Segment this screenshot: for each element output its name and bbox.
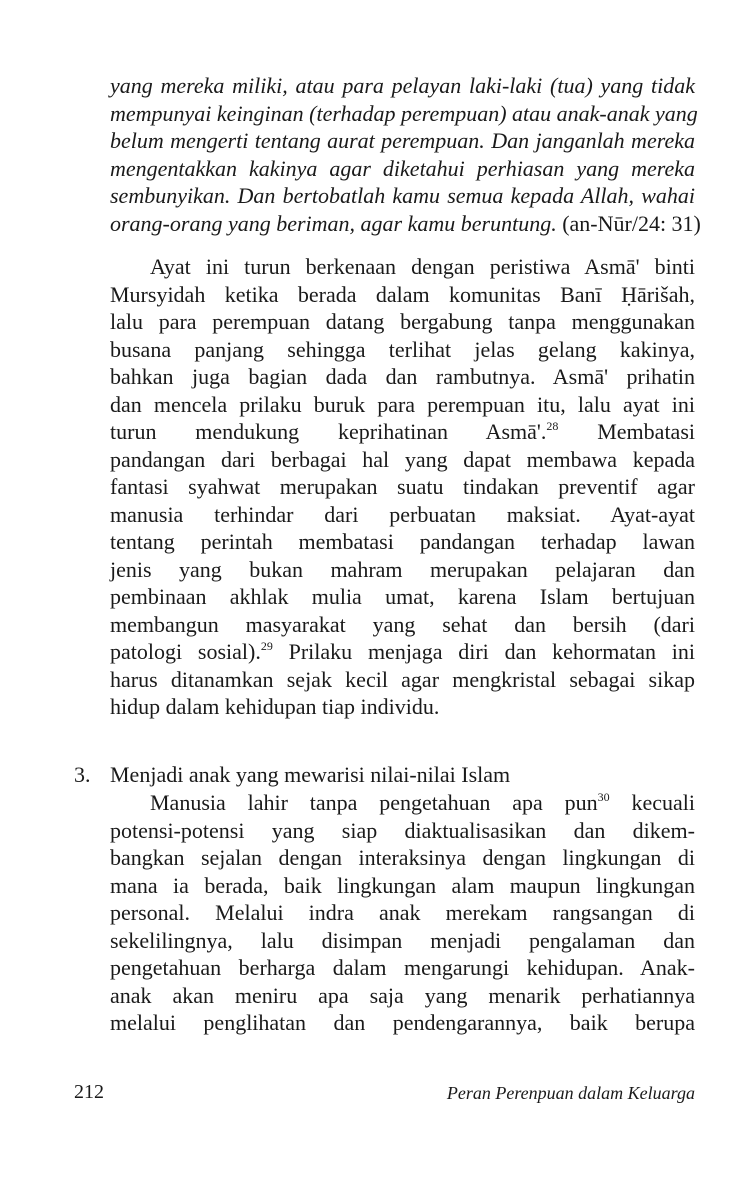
paragraph-line-with-footnote [110, 789, 695, 817]
quote-line: sembunyikan. Dan bertobatlah kamu semua kepada Allah, wahai [110, 183, 695, 208]
quote-last-text: orang-orang yang beriman, agar kamu beruntung. [110, 210, 557, 236]
paragraph-line: bangkan sejalan dengan interaksinya dengan lingkungan di [110, 845, 695, 870]
paragraph-line-with-footnote [110, 638, 695, 666]
line-text: Manusia lahir tanpa pengetahuan apa pun [150, 790, 598, 815]
paragraph-line: mana ia berada, baik lingkungan alam maupun lingkungan [110, 872, 695, 898]
paragraph-line: dan mencela prilaku buruk para perempuan itu, lalu ayat ini [110, 391, 695, 417]
quote-reference: (an-Nūr/24: 31) [562, 210, 701, 236]
paragraph-1 [110, 253, 695, 721]
paragraph-line: pembinaan akhlak mulia umat, karena Islam bertujuan [110, 584, 695, 609]
paragraph-line: manusia terhindar dari perbuatan maksiat. Ayat-ayat [110, 501, 695, 527]
paragraph-line: fantasi syahwat merupakan suatu tindakan preventif agar [110, 474, 695, 499]
running-footer-title: Peran Perenpuan dalam Keluarga [446, 1083, 695, 1103]
quote-line: yang mereka miliki, atau para pelayan laki-laki (tua) yang tidak [110, 73, 695, 98]
quote-line: mempunyai keinginan (terhadap perempuan) atau anak-anak yang [110, 100, 698, 126]
paragraph-line: jenis yang bukan mahram merupakan pelajaran dan [110, 556, 695, 582]
line-text: Membatasi [558, 419, 695, 444]
paragraph-line: tentang perintah membatasi pandangan terhadap lawan [110, 529, 695, 554]
quote-line: mengentakkan kakinya agar diketahui perhiasan yang mereka [110, 155, 695, 181]
section-number: 3. [74, 762, 91, 787]
paragraph-line: harus ditanamkan sejak kecil agar mengkristal sebagai sikap [110, 666, 695, 692]
line-text: turun mendukung keprihatinan Asmā'. [110, 419, 547, 444]
footnote-ref-29[interactable]: 29 [260, 639, 273, 653]
paragraph-line: Ayat ini turun berkenaan dengan peristiwa Asmā' binti [150, 254, 695, 279]
section-heading: Menjadi anak yang mewarisi nilai-nilai Islam [110, 762, 511, 787]
line-text: kecuali [609, 790, 696, 815]
paragraph-2 [110, 789, 695, 1037]
paragraph-line: potensi-potensi yang siap diaktualisasikan dan dikem- [110, 817, 695, 843]
paragraph-line: personal. Melalui indra anak merekam rangsangan di [110, 900, 695, 925]
paragraph-line: sekelilingnya, lalu disimpan menjadi pengalaman dan [110, 927, 695, 953]
quran-translation-quote [110, 72, 701, 237]
paragraph-line: bahkan juga bagian dada dan rambutnya. Asmā' prihatin [110, 364, 695, 389]
paragraph-line: anak akan meniru apa saja yang menarik perhatiannya [110, 982, 695, 1008]
paragraph-line: pandangan dari berbagai hal yang dapat membawa kepada [110, 446, 695, 472]
footnote-ref-30[interactable]: 30 [597, 790, 610, 804]
paragraph-line: lalu para perempuan datang bergabung tanpa menggunakan [110, 309, 695, 334]
quote-line: belum mengerti tentang aurat perempuan. Dan janganlah mereka [110, 128, 695, 153]
paragraph-line-last: hidup dalam kehidupan tiap individu. [110, 694, 440, 719]
line-text: Prilaku menjaga diri dan kehormatan ini [272, 639, 695, 664]
quote-line-last [110, 210, 701, 238]
paragraph-line: pengetahuan berharga dalam mengarungi kehidupan. Anak- [110, 955, 695, 980]
paragraph-line: Mursyidah ketika berada dalam komunitas Banī Ḥārišah, [110, 281, 695, 307]
line-text: patologi sosial). [110, 639, 261, 664]
paragraph-line: membangun masyarakat yang sehat dan bersih (dari [110, 611, 695, 637]
page-number: 212 [74, 1081, 104, 1103]
paragraph-line: busana panjang sehingga terlihat jelas gelang kakinya, [110, 336, 695, 362]
paragraph-line: melalui penglihatan dan pendengarannya, baik berupa [110, 1010, 695, 1035]
paragraph-line-with-footnote [110, 418, 695, 446]
footnote-ref-28[interactable]: 28 [546, 419, 559, 433]
